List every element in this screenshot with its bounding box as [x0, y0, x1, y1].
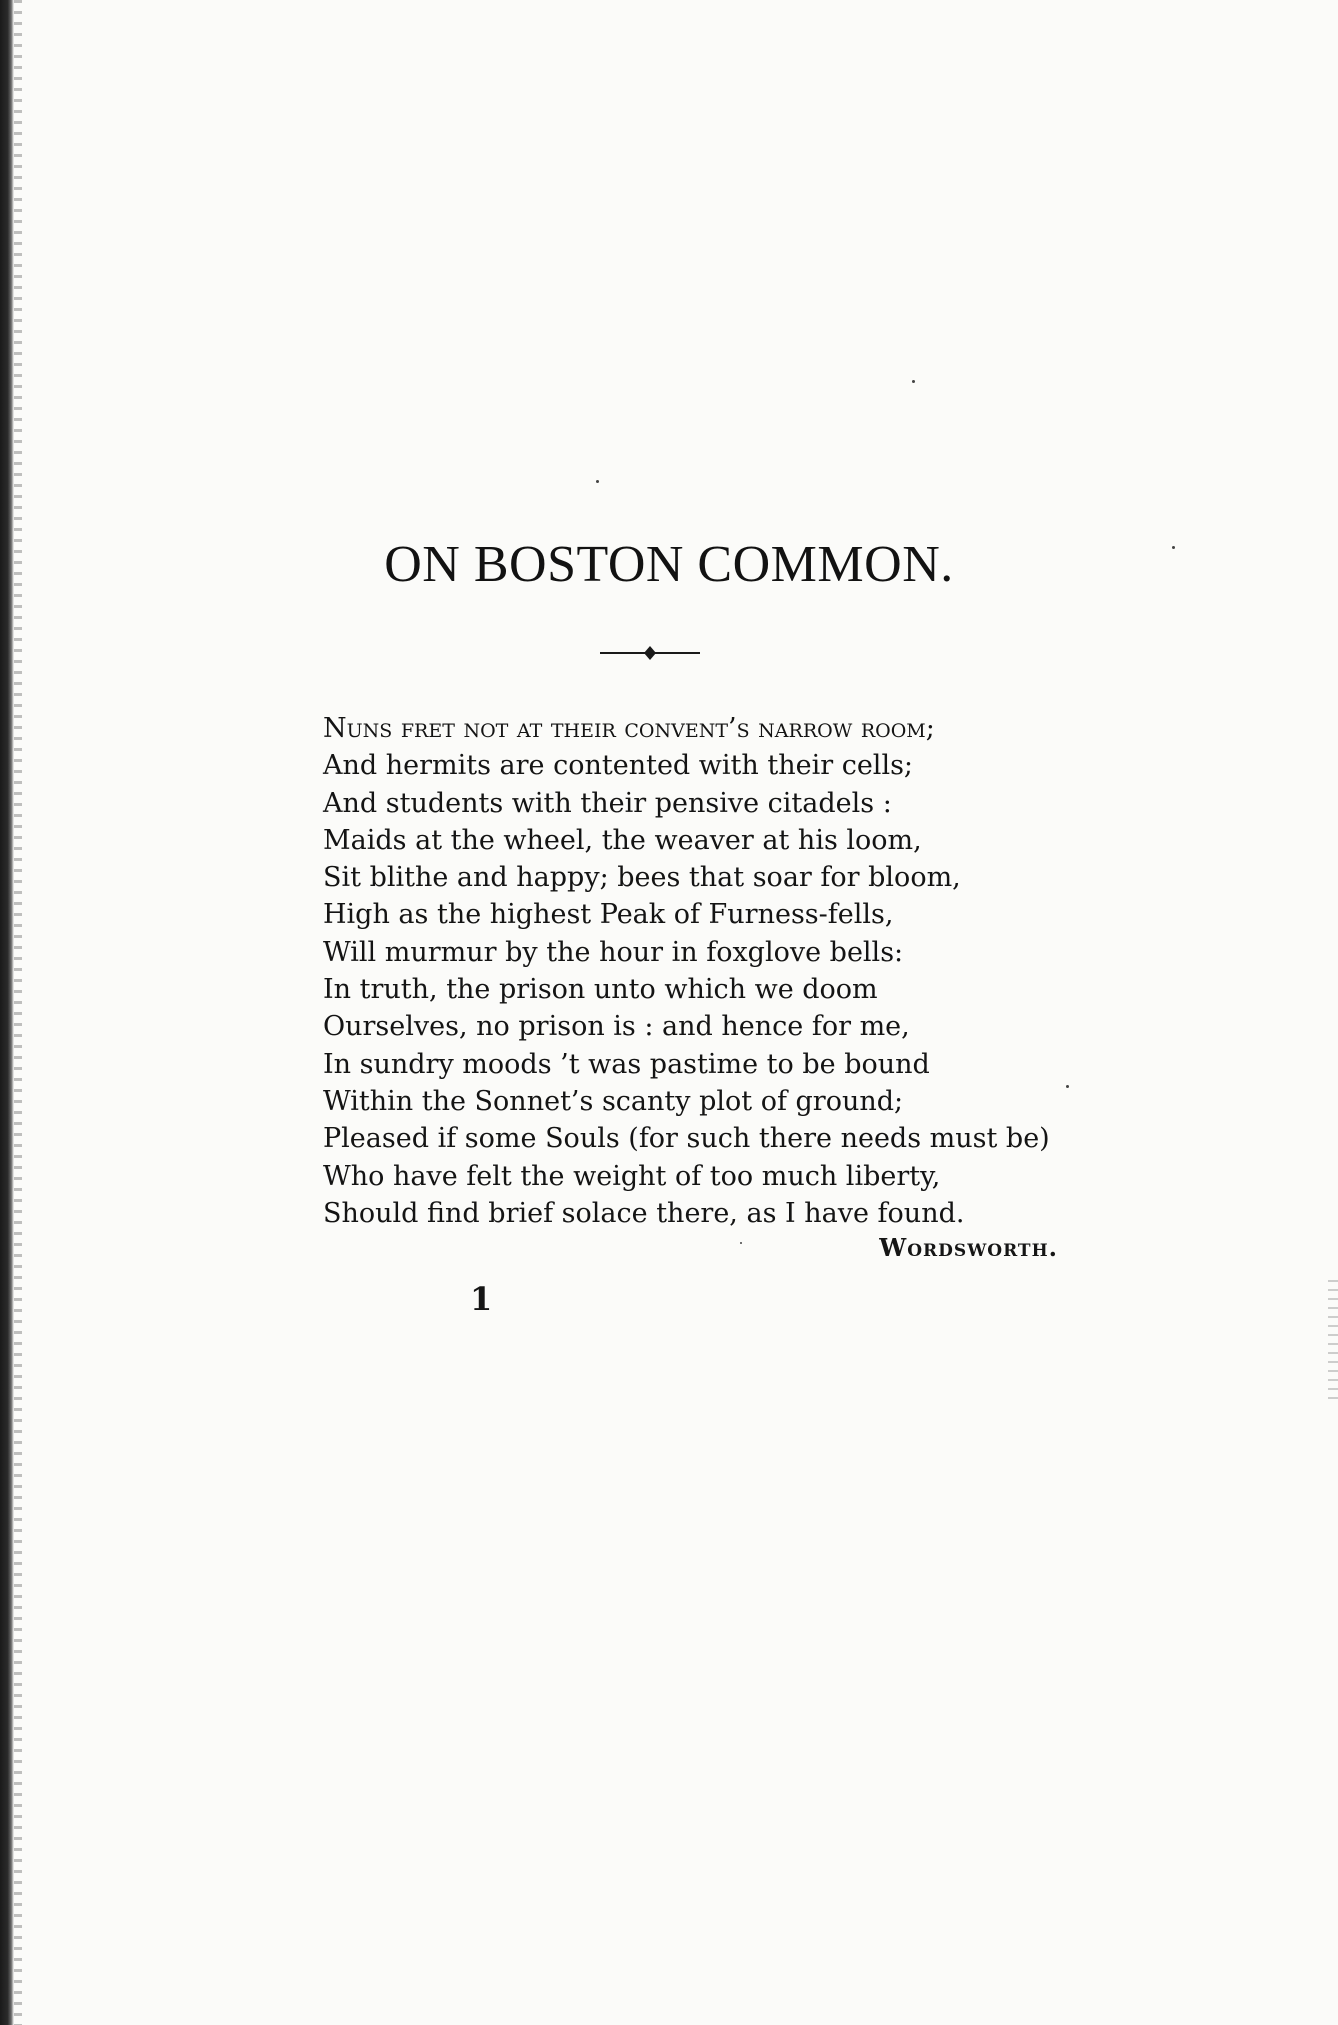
- poem-line: Nuns fret not at their convent’s narrow room;: [323, 713, 935, 744]
- signature-mark: 1: [470, 1280, 493, 1318]
- title-divider-ornament: [600, 645, 700, 661]
- page-title: ON BOSTON COMMON.: [384, 536, 954, 593]
- right-edge-speckle: [1328, 1280, 1338, 1400]
- poem-line: Should find brief solace there, as I have found.: [323, 1197, 965, 1229]
- poem-attribution: Wordsworth.: [879, 1233, 1058, 1262]
- page-binding-edge: [0, 0, 14, 2025]
- poem-line: And hermits are contented with their cells;: [323, 750, 914, 782]
- poem-line: Pleased if some Souls (for such there needs must be): [323, 1123, 1050, 1155]
- poem-line: Who have felt the weight of too much liberty,: [323, 1160, 941, 1192]
- poem-line: Ourselves, no prison is : and hence for me,: [323, 1011, 910, 1043]
- scan-speck: [596, 480, 599, 483]
- poem-line: High as the highest Peak of Furness-fells,: [323, 899, 894, 931]
- poem-line: Will murmur by the hour in foxglove bells:: [323, 936, 904, 968]
- scan-speck: [740, 1242, 742, 1244]
- binding-speckle: [14, 0, 22, 2025]
- poem-line: Within the Sonnet’s scanty plot of ground;: [323, 1085, 904, 1117]
- poem-line: And students with their pensive citadels :: [323, 787, 892, 819]
- poem-line: In sundry moods ’t was pastime to be bound: [323, 1048, 930, 1080]
- poem-line: In truth, the prison unto which we doom: [323, 974, 878, 1006]
- poem-line: Maids at the wheel, the weaver at his loom,: [323, 824, 922, 856]
- poem-line: Sit blithe and happy; bees that soar for bloom,: [323, 862, 961, 894]
- scan-speck: [912, 380, 915, 383]
- poem-body: [323, 710, 1123, 1232]
